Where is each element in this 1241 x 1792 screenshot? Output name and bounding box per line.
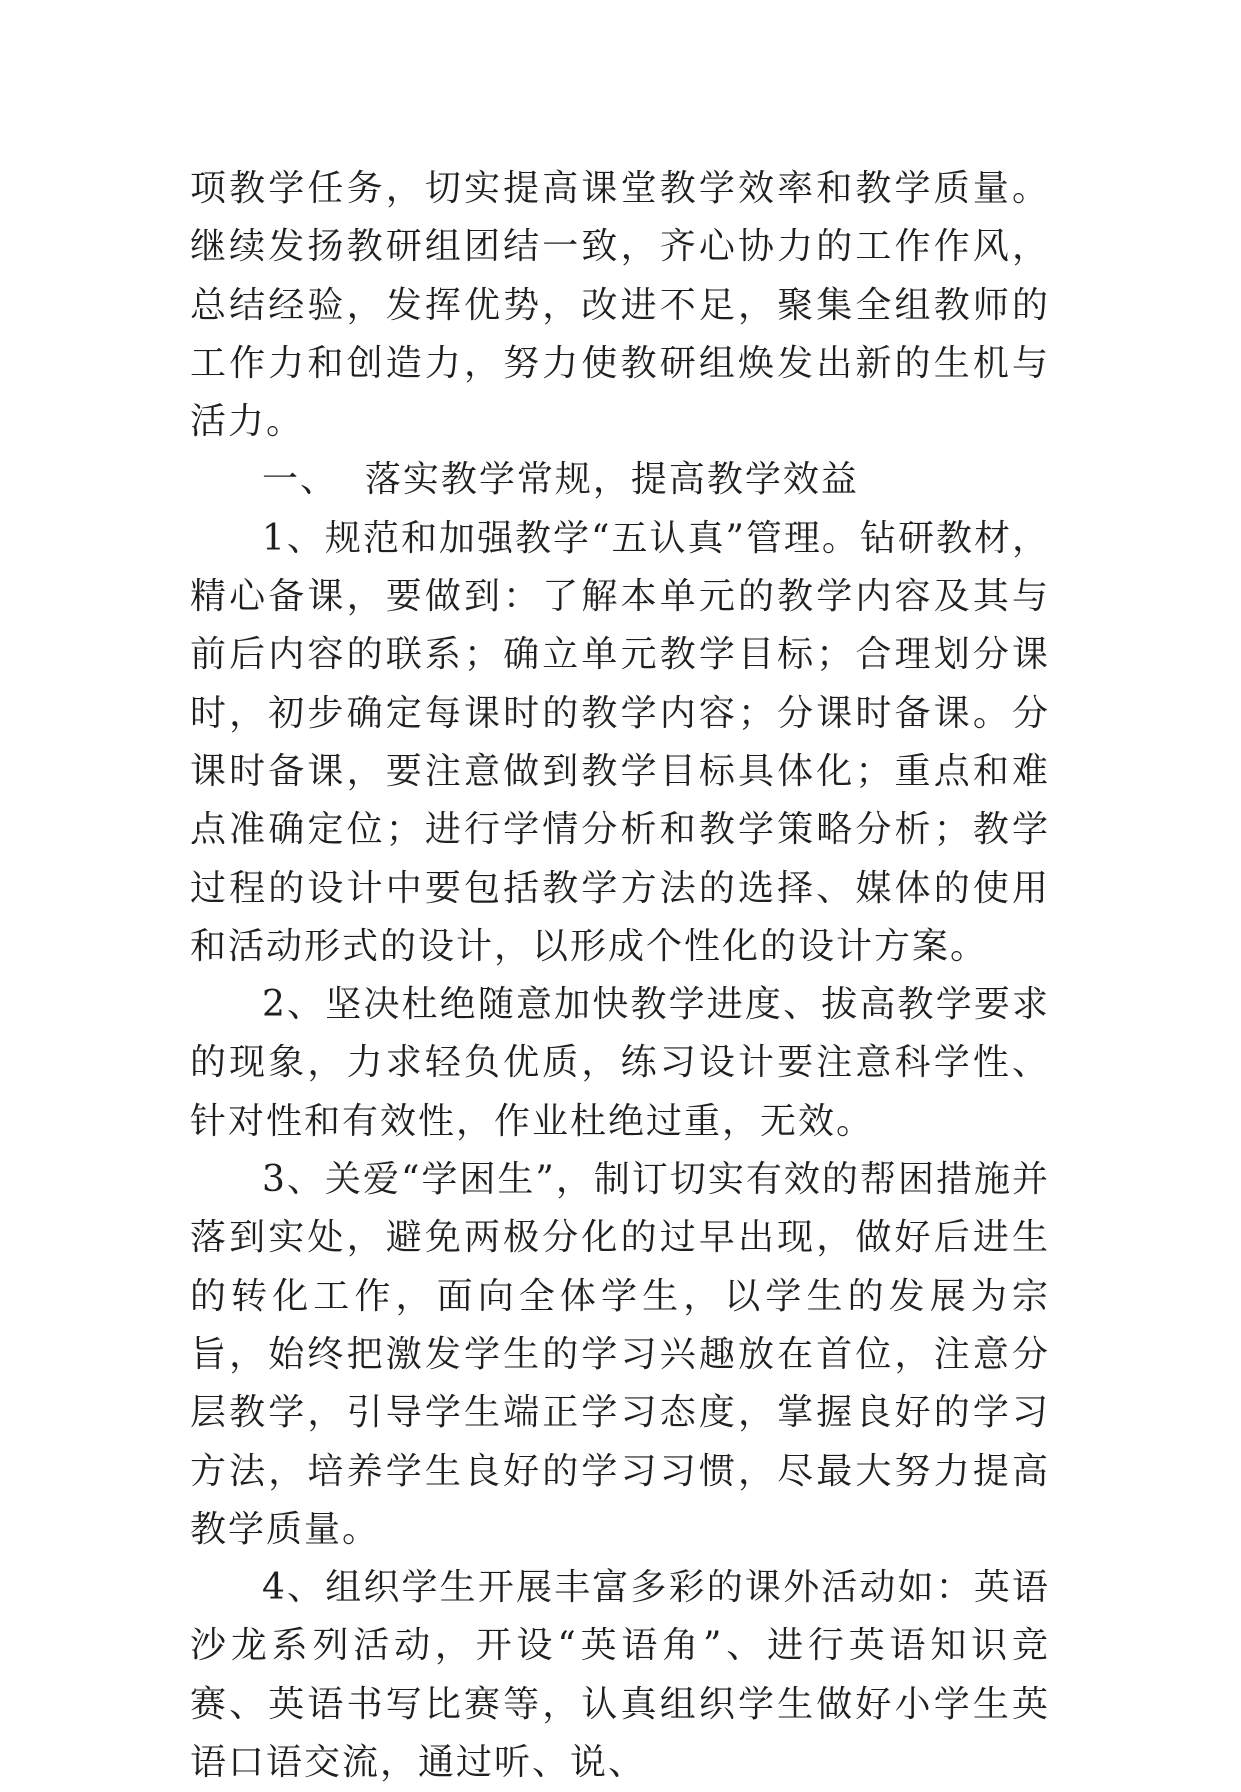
document-body: [190, 160, 1050, 1792]
paragraph-continuation: 项教学任务，切实提高课堂教学效率和教学质量。继续发扬教研组团结一致，齐心协力的工作作风，总结经验，发挥优势，改进不足，聚集全组教师的工作力和创造力，努力使教研组焕发出新的生机与活力。: [190, 168, 1050, 443]
paragraph-item-1: 1、规范和加强教学“五认真”管理。钻研教材，精心备课，要做到：了解本单元的教学内容及其与前后内容的联系；确立单元教学目标；合理划分课时，初步确定每课时的教学内容；分课时备课。分课时备课，要注意做到教学目标具体化；重点和难点准确定位；进行学情分析和教学策略分析；教学过程的设计中要包括教学方法的选择、媒体的使用和活动形式的设计，以形成个性化的设计方案。: [190, 517, 1050, 967]
paragraph-item-4: 4、组织学生开展丰富多彩的课外活动如：英语沙龙系列活动，开设“英语角”、进行英语知识竞赛、英语书写比赛等，认真组织学生做好小学生英语口语交流，通过听、说、: [190, 1567, 1050, 1784]
paragraph-item-2: 2、坚决杜绝随意加快教学进度、拔高教学要求的现象，力求轻负优质，练习设计要注意科学性、针对性和有效性，作业杜绝过重，无效。: [190, 984, 1050, 1142]
section-heading-1: 一、 落实教学常规，提高教学效益: [262, 459, 859, 501]
paragraph-item-3: 3、关爱“学困生”，制订切实有效的帮困措施并落到实处，避免两极分化的过早出现，做好后进生的转化工作，面向全体学生，以学生的发展为宗旨，始终把激发学生的学习兴趣放在首位，注意分层教学，引导学生端正学习态度，掌握良好的学习方法，培养学生良好的学习习惯，尽最大努力提高教学质量。: [190, 1159, 1050, 1550]
